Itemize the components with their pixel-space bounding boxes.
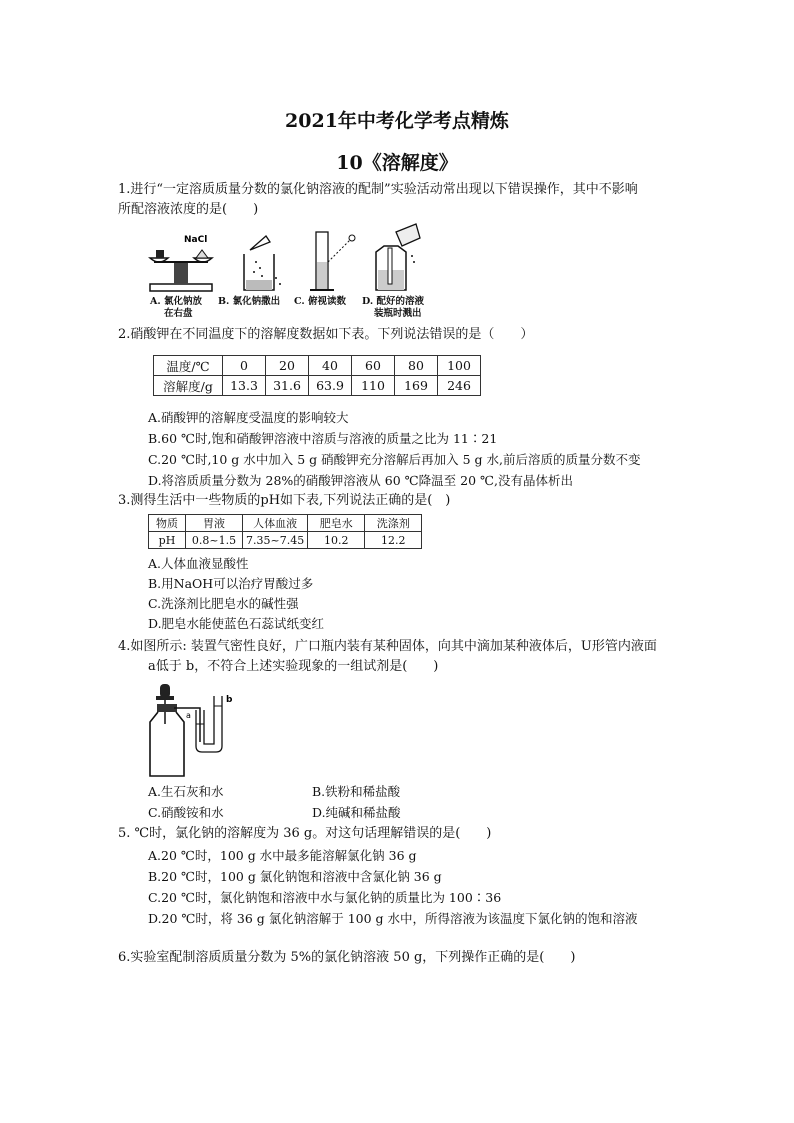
- table-cell: 肥皂水: [308, 515, 365, 532]
- q5-option-a: A.20 ℃时，100 g 水中最多能溶解氯化钠 36 g: [148, 848, 417, 863]
- question-1-stem: [118, 180, 698, 220]
- table-cell: 40: [309, 356, 352, 376]
- table-cell: 31.6: [266, 376, 309, 396]
- q1-caption-c: C. 俯视读数: [294, 296, 347, 307]
- table-cell: 10.2: [308, 532, 365, 549]
- q4-label-b: b: [226, 695, 233, 705]
- table-cell: 20: [266, 356, 309, 376]
- q3-option-c: C.洗涤剂比肥皂水的碱性强: [148, 596, 299, 611]
- q2-option-a: A.硝酸钾的溶解度受温度的影响较大: [148, 410, 349, 425]
- question-4-stem-line1: 4.如图所示: 装置气密性良好，广口瓶内装有某种固体，向其中滴加某种液体后，U形管内液面: [118, 639, 657, 654]
- table-row: [154, 356, 481, 376]
- table-row: [154, 376, 481, 396]
- q1-caption-d: [362, 296, 424, 320]
- q2-option-d: D.将溶质质量分数为 28%的硝酸钾溶液从 60 ℃降温至 20 ℃,没有晶体析出: [148, 473, 573, 488]
- q4-option-d: D.纯碱和稀盐酸: [312, 805, 401, 820]
- question-4-stem-line2: a低于 b，不符合上述实验现象的一组试剂是( ): [148, 659, 439, 674]
- q2-solubility-table: [153, 355, 481, 396]
- q3-ph-table: [148, 514, 422, 549]
- table-cell: 温度/℃: [154, 356, 223, 376]
- table-cell: 60: [352, 356, 395, 376]
- q2-option-c: C.20 ℃时,10 g 水中加入 5 g 硝酸钾充分溶解后再加入 5 g 水,前后溶质的质量分数不变: [148, 452, 641, 467]
- question-3-stem: 3.测得生活中一些物质的pH如下表,下列说法正确的是( ): [118, 493, 451, 508]
- table-cell: 100: [438, 356, 481, 376]
- q3-option-a: A.人体血液显酸性: [148, 556, 249, 571]
- q5-option-c: C.20 ℃时，氯化钠饱和溶液中水与氯化钠的质量比为 100∶36: [148, 890, 502, 905]
- table-cell: 110: [352, 376, 395, 396]
- table-row: [149, 515, 422, 532]
- table-cell: 169: [395, 376, 438, 396]
- q1-bottle-pouring-illustration: [368, 222, 422, 294]
- question-5-stem: 5. ℃时，氯化钠的溶解度为 36 g。对这句话理解错误的是( ): [118, 826, 492, 841]
- q4-option-a: A.生石灰和水: [148, 784, 224, 799]
- question-2-stem: 2.硝酸钾在不同温度下的溶解度数据如下表。下列说法错误的是（ ）: [118, 327, 534, 342]
- q1-caption-b: B. 氯化钠撒出: [218, 296, 281, 307]
- q2-option-b: B.60 ℃时,饱和硝酸钾溶液中溶质与溶液的质量之比为 11∶21: [148, 431, 498, 446]
- q4-option-c: C.硝酸铵和水: [148, 805, 224, 820]
- q5-option-d: D.20 ℃时，将 36 g 氯化钠溶解于 100 g 水中，所得溶液为该温度下氯化钠的饱和溶液: [148, 911, 638, 926]
- question-1-stem-line1: 1.进行“一定溶质质量分数的氯化钠溶液的配制”实验活动常出现以下错误操作，其中不影响: [118, 182, 638, 197]
- q4-label-a: a: [186, 711, 191, 720]
- q1-caption-d-line2: 装瓶时溅出: [374, 308, 422, 319]
- table-cell: pH: [149, 532, 186, 549]
- q1-cylinder-reading-illustration: [300, 228, 360, 296]
- q4-apparatus-illustration: [140, 682, 250, 778]
- table-cell: 7.35~7.45: [243, 532, 308, 549]
- q3-option-b: B.用NaOH可以治疗胃酸过多: [148, 576, 314, 591]
- q1-caption-a-line2: 在右盘: [164, 308, 193, 319]
- table-cell: 溶解度/g: [154, 376, 223, 396]
- question-6-stem: 6.实验室配制溶质质量分数为 5%的氯化钠溶液 50 g，下列操作正确的是( ): [118, 950, 576, 965]
- table-cell: 0: [223, 356, 266, 376]
- q5-option-b: B.20 ℃时，100 g 氯化钠饱和溶液中含氯化钠 36 g: [148, 869, 442, 884]
- nacl-label: NaCl: [184, 235, 208, 245]
- table-cell: 物质: [149, 515, 186, 532]
- q1-beaker-spill-illustration: [236, 232, 286, 294]
- table-row: [149, 532, 422, 549]
- table-cell: 80: [395, 356, 438, 376]
- q1-caption-d-line1: D. 配好的溶液: [362, 296, 425, 307]
- page-subtitle: 10《溶解度》: [336, 152, 458, 174]
- q1-caption-a-line1: A. 氯化钠放: [150, 296, 202, 307]
- table-cell: 12.2: [365, 532, 422, 549]
- q3-option-d: D.肥皂水能使蓝色石蕊试纸变红: [148, 616, 325, 631]
- question-1-stem-line2: 所配溶液浓度的是( ): [118, 202, 259, 217]
- page-title: 2021年中考化学考点精炼: [285, 110, 509, 132]
- table-cell: 63.9: [309, 376, 352, 396]
- table-cell: 13.3: [223, 376, 266, 396]
- q4-option-b: B.铁粉和稀盐酸: [312, 784, 401, 799]
- table-cell: 246: [438, 376, 481, 396]
- table-cell: 0.8~1.5: [186, 532, 243, 549]
- q1-caption-a: [150, 296, 202, 320]
- table-cell: 洗涤剂: [365, 515, 422, 532]
- table-cell: 胃液: [186, 515, 243, 532]
- table-cell: 人体血液: [243, 515, 308, 532]
- question-4-stem: [118, 637, 698, 677]
- q1-balance-illustration: [146, 232, 216, 294]
